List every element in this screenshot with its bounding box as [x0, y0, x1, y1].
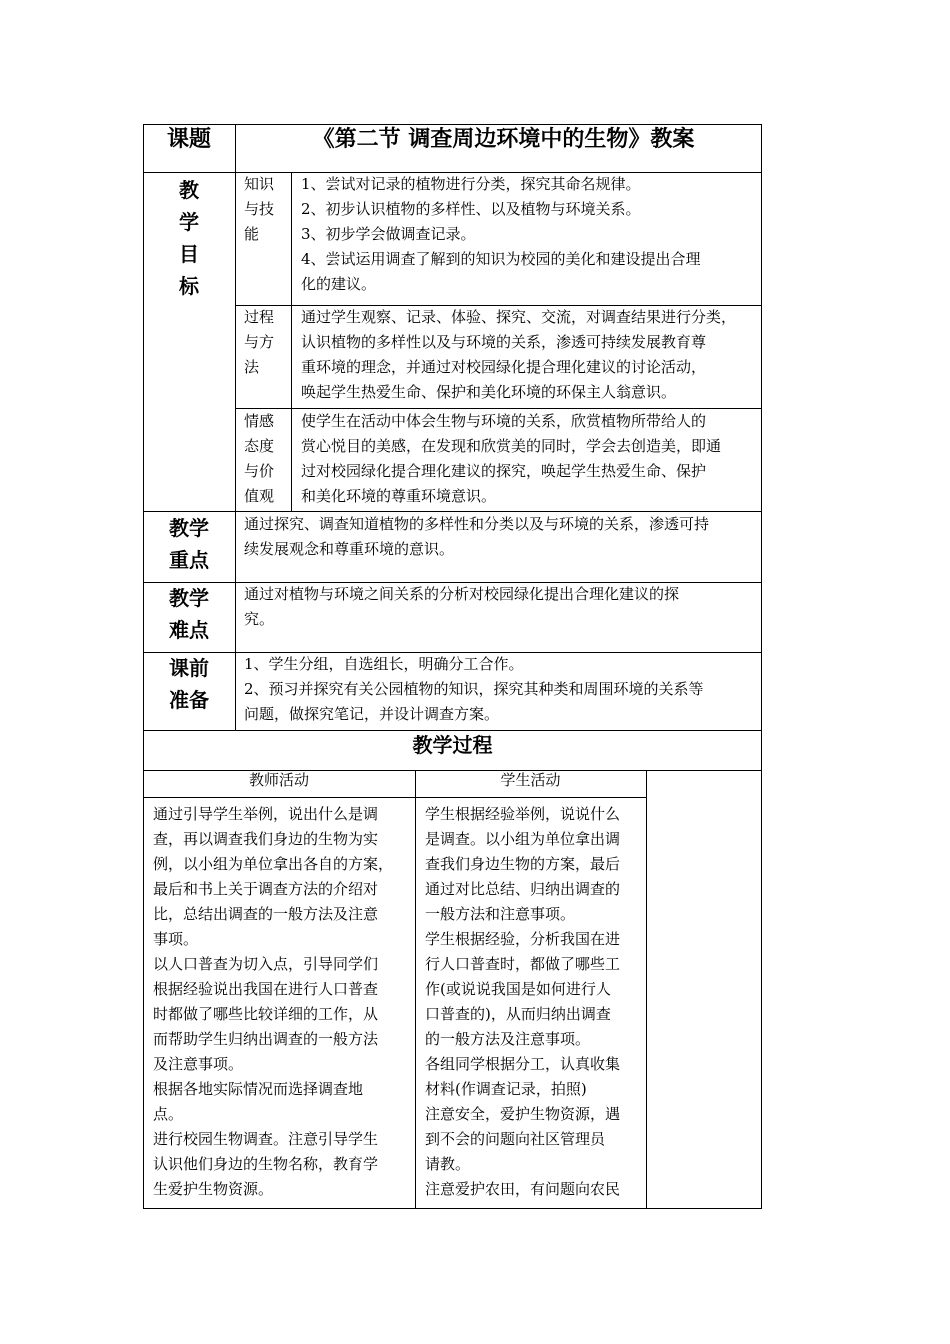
text-line: 作(或说说我国是如何进行人	[425, 980, 611, 998]
text-line: 查我们身边生物的方案，最后	[425, 855, 621, 873]
text-line: 通过探究、调查知道植物的多样性和分类以及与环境的关系，渗透可持	[244, 515, 710, 533]
lesson-topic-label: 课题	[166, 126, 211, 152]
text-line: 1、学生分组，自选组长，明确分工合作。	[244, 655, 524, 673]
text-line: 的一般方法及注意事项。	[425, 1030, 591, 1048]
text-line: 口普查的)，从而归纳出调查	[425, 1005, 611, 1023]
objectives-sub-divider	[291, 172, 292, 511]
text-line: 使学生在活动中体会生物与环境的关系，欣赏植物所带给人的	[301, 412, 707, 430]
sub-label-line: 值观	[244, 487, 275, 505]
text-line: 注意安全，爱护生物资源，遇	[425, 1105, 621, 1123]
key-points-label	[143, 512, 235, 576]
teacher-activity-head: 教师活动	[248, 771, 309, 789]
text-line: 行人口普查时，都做了哪些工	[425, 955, 621, 973]
text-line: 赏心悦目的美感，在发现和欣赏美的同时，学会去创造美，即通	[301, 437, 722, 455]
text-line: 根据经验说出我国在进行人口普查	[153, 980, 379, 998]
difficulties-label	[143, 582, 235, 646]
label-line: 教学	[169, 516, 209, 540]
text-line: 一般方法和注意事项。	[425, 905, 576, 923]
text-line: 进行校园生物调查。注意引导学生	[153, 1130, 379, 1148]
text-line: 根据各地实际情况而选择调查地	[153, 1080, 364, 1098]
student-activity-head: 学生活动	[500, 771, 561, 789]
sub-label-line: 与价	[244, 462, 275, 480]
text-line: 2、预习并探究有关公园植物的知识，探究其种类和周围环境的关系等	[244, 680, 704, 698]
process-divider-student-extra	[646, 770, 647, 1208]
lesson-title: 《第二节 调查周边环境中的生物》教案	[312, 126, 695, 152]
text-line: 生爱护生物资源。	[153, 1180, 274, 1198]
text-line: 通过引导学生举例，说出什么是调	[153, 805, 379, 823]
objectives-label-char: 目	[179, 242, 199, 266]
text-line: 通过学生观察、记录、体验、探究、交流，对调查结果进行分类，	[301, 308, 737, 326]
text-line: 和美化环境的尊重环境意识。	[301, 487, 497, 505]
sub-label-line: 与技	[244, 200, 275, 218]
objectives-label-char: 学	[179, 210, 199, 234]
text-line: 点。	[153, 1105, 184, 1123]
text-line: 比，总结出调查的一般方法及注意	[153, 905, 379, 923]
emotion-values-label	[244, 409, 290, 509]
text-line: 3、初步学会做调查记录。	[301, 225, 476, 243]
text-line: 2、初步认识植物的多样性、以及植物与环境关系。	[301, 200, 641, 218]
text-line: 到不会的问题向社区管理员	[425, 1130, 606, 1148]
sub-label-line: 情感	[244, 412, 275, 430]
text-line: 各组同学根据分工，认真收集	[425, 1055, 621, 1073]
emotion-values-text	[301, 409, 759, 509]
text-line: 查，再以调查我们身边的生物为实	[153, 830, 379, 848]
preparation-label	[143, 652, 235, 716]
process-methods-label	[244, 305, 290, 380]
text-line: 通过对植物与环境之间关系的分析对校园绿化提出合理化建议的探	[244, 585, 680, 603]
knowledge-skills-label	[244, 172, 290, 247]
text-line: 1、尝试对记录的植物进行分类，探究其命名规律。	[301, 175, 641, 193]
text-line: 请教。	[425, 1155, 471, 1173]
label-line: 准备	[169, 688, 209, 712]
text-line: 是调查。以小组为单位拿出调	[425, 830, 621, 848]
text-line: 事项。	[153, 930, 199, 948]
student-activity-text	[425, 802, 645, 1202]
text-line: 唤起学生热爱生命、保护和美化环境的环保主人翁意识。	[301, 383, 677, 401]
text-line: 学生根据经验举例，说说什么	[425, 805, 621, 823]
objectives-label	[143, 174, 235, 302]
label-line: 课前	[169, 656, 209, 680]
text-line: 而帮助学生归纳出调查的一般方法	[153, 1030, 379, 1048]
text-line: 学生根据经验，分析我国在进	[425, 930, 621, 948]
sub-label-line: 过程	[244, 308, 275, 326]
label-column-divider	[235, 124, 236, 731]
text-line: 过对校园绿化提合理化建议的探究，唤起学生热爱生命、保护	[301, 462, 707, 480]
text-line: 重环境的理念，并通过对校园绿化提合理化建议的讨论活动，	[301, 358, 707, 376]
text-line: 续发展观念和尊重环境的意识。	[244, 540, 455, 558]
text-line: 材料(作调查记录，拍照)	[425, 1080, 587, 1098]
text-line: 认识植物的多样性以及与环境的关系，渗透可持续发展教育尊	[301, 333, 707, 351]
sub-label-line: 知识	[244, 175, 275, 193]
text-line: 化的建议。	[301, 275, 377, 293]
process-title: 教学过程	[412, 733, 493, 757]
text-line: 通过对比总结、归纳出调查的	[425, 880, 621, 898]
text-line: 例，以小组为单位拿出各自的方案，	[153, 855, 394, 873]
text-line: 究。	[244, 610, 275, 628]
text-line: 时都做了哪些比较详细的工作，从	[153, 1005, 379, 1023]
sub-label-line: 态度	[244, 437, 275, 455]
label-line: 教学	[169, 586, 209, 610]
text-line: 问题，做探究笔记，并设计调查方案。	[244, 705, 500, 723]
text-line: 认识他们身边的生物名称，教育学	[153, 1155, 379, 1173]
sub-label-line: 法	[244, 358, 260, 376]
preparation-text	[244, 652, 759, 727]
label-line: 难点	[169, 618, 209, 642]
table-bottom-border	[143, 1208, 762, 1209]
sub-label-line: 与方	[244, 333, 275, 351]
sub-label-line: 能	[244, 225, 260, 243]
text-line: 最后和书上关于调查方法的介绍对	[153, 880, 379, 898]
objectives-label-char: 标	[179, 274, 199, 298]
text-line: 4、尝试运用调查了解到的知识为校园的美化和建设提出合理	[301, 250, 701, 268]
text-line: 注意爱护农田，有问题向农民	[425, 1180, 621, 1198]
knowledge-skills-text	[301, 172, 759, 297]
text-line: 及注意事项。	[153, 1055, 244, 1073]
teacher-activity-text	[153, 802, 413, 1202]
row-divider-column-heads	[143, 797, 646, 798]
process-divider-teacher-student	[415, 770, 416, 1208]
text-line: 以人口普查为切入点，引导同学们	[153, 955, 379, 973]
label-line: 重点	[169, 548, 209, 572]
difficulties-text	[244, 582, 759, 632]
process-methods-text	[301, 305, 759, 405]
key-points-text	[244, 512, 759, 562]
table-right-border	[761, 124, 762, 1209]
objectives-label-char: 教	[179, 178, 199, 202]
